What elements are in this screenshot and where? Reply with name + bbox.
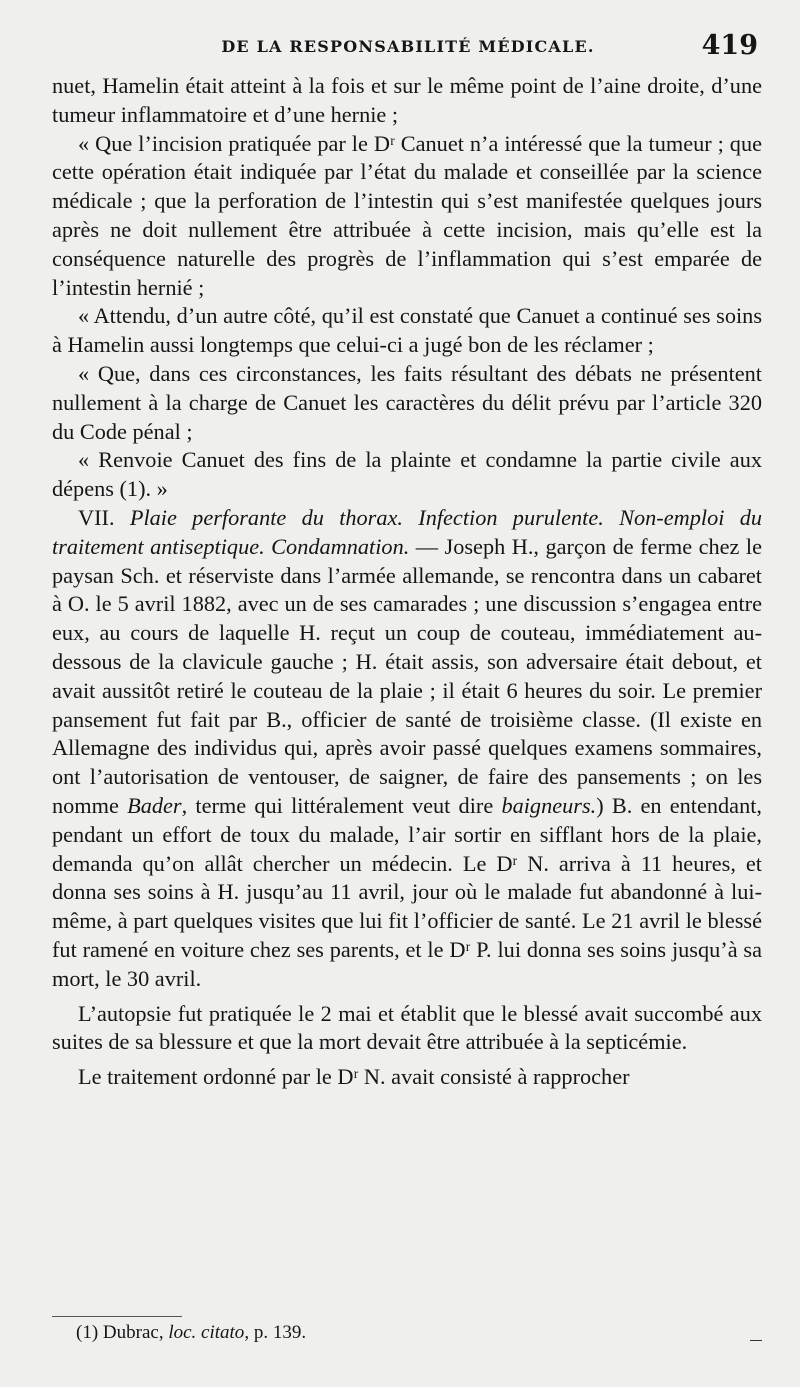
paragraph-renvoie: « Renvoie Canuet des fins de la plainte et condamne la partie civile aux dépens (1). » — [52, 447, 762, 502]
term-baigneurs: baigneurs. — [501, 792, 597, 818]
margin-dash — [750, 1340, 762, 1341]
section-vii-paragraph — [52, 504, 762, 994]
paragraph-que-incision: « Que l’incision pratiquée par le Dʳ Canuet n’a intéressé que la tumeur ; que cette opération était indiquée par l’état du malade et conseillée par la science médicale ; que la perforation de l’intestin qui s’est manifestée quelques jours après ne doit nullement être attribuée à cette incision, mais qu’elle est la conséquence naturelle des progrès de l’inflammation qui s’est emparée de l’intestin hernié ; — [52, 130, 762, 300]
section-number: VII. — [78, 504, 115, 530]
paragraph-autopsie: L’autopsie fut pratiquée le 2 mai et établit que le blessé avait succombé aux suites de sa blessure et que la mort devait être attribuée à la septicémie. — [52, 1000, 762, 1055]
paragraph-continuation: nuet, Hamelin était atteint à la fois et sur le même point de l’aine droite, d’une tumeur inflammatoire et d’une hernie ; — [52, 73, 762, 127]
section-text-part3: ) B. en entendant, pendant un effort de toux du malade, l’air sortir en sifflant hors de la plaie, demanda qu’on allât chercher un médecin. Le Dʳ N. arriva à 11 heures, et donna ses soins à H. jusqu’au 11 avril, jour où le malade fut abandonné à lui-même, à part quelques visites que lui fit l’officier de santé. Le 21 avril le blessé fut ramené en voiture chez ses parents, et le Dʳ P. lui donna ses soins jusqu’à sa mort, le 30 avril. — [52, 792, 763, 991]
footnote-marker: (1) — [76, 1322, 99, 1343]
page-header — [52, 30, 764, 70]
footnote — [76, 1322, 756, 1344]
page-number: 419 — [701, 30, 758, 61]
section-text-part1: — Joseph H., garçon de ferme chez le paysan Sch. et réserviste dans l’armée allemande, se rencontra dans un cabaret à O. le 5 avril 1882, avec un de ses camarades ; une discussion s’engagea entre eux, au cours de laquelle H. reçut un coup de couteau, immédiatement au-dessous de la clavicule gauche ; H. était assis, son adversaire était debout, et avait aussitôt retiré le couteau de la plaie ; il était 6 heures du soir. Le premier pansement fut fait par B., officier de santé de troisième classe. (Il existe en Allemagne des individus qui, après avoir passé quelques examens sommaires, ont l’autorisation de ventouser, de saigner, de faire des pansements ; on les nomme — [52, 533, 762, 818]
running-title: DE LA RESPONSABILITÉ MÉDICALE. — [221, 37, 595, 56]
section-text-part2: , terme qui littéralement veut dire — [181, 792, 494, 818]
footnote-page: , p. 139. — [244, 1322, 307, 1343]
paragraph-circonstances: « Que, dans ces circonstances, les faits résultant des débats ne présentent nullement à la charge de Canuet les caractères du délit prévu par l’article 320 du Code pénal ; — [52, 360, 762, 444]
body-text — [52, 72, 762, 1092]
footnote-divider — [52, 1316, 182, 1317]
footnote-loc: loc. citato — [168, 1322, 245, 1343]
footnote-author: Dubrac, — [102, 1322, 164, 1343]
paragraph-traitement: Le traitement ordonné par le Dʳ N. avait consisté à rapprocher — [78, 1064, 630, 1090]
term-bader: Bader — [127, 792, 182, 818]
section-title: Plaie perforante du thorax. Infection purulente. Non-emploi du traitement antiseptique. Condamnation. — [52, 504, 762, 559]
paragraph-attendu: « Attendu, d’un autre côté, qu’il est constaté que Canuet a continué ses soins à Hamelin aussi longtemps que celui-ci a jugé bon de les réclamer ; — [52, 303, 762, 358]
